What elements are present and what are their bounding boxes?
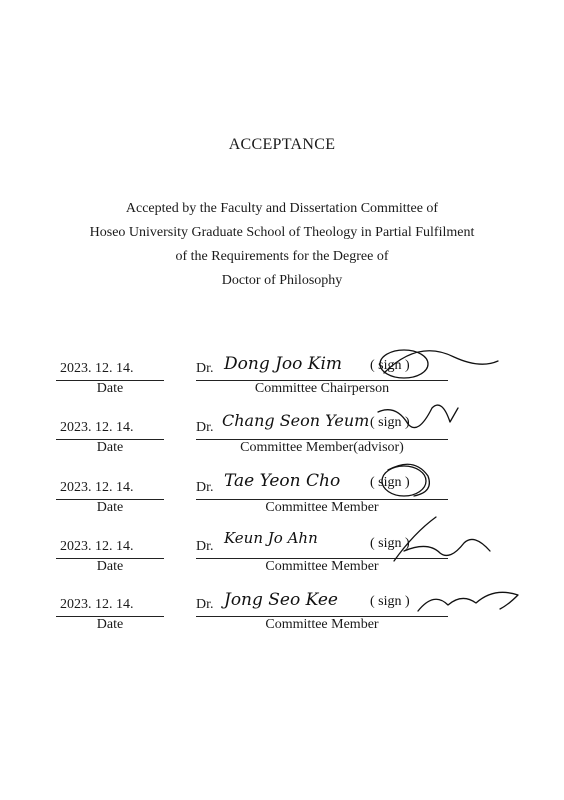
title-prefix: Dr. xyxy=(196,597,214,612)
date-label: Date xyxy=(96,559,124,574)
page-title: ACCEPTANCE xyxy=(228,136,336,153)
title-prefix: Dr. xyxy=(196,480,214,495)
sign-placeholder: ( sign ) xyxy=(370,358,410,373)
date-label: Date xyxy=(96,381,124,396)
signature-date: 2023. 12. 14. xyxy=(60,361,134,376)
statement-line: Accepted by the Faculty and Dissertation Committee of xyxy=(125,201,439,216)
title-prefix: Dr. xyxy=(196,420,214,435)
signature-date: 2023. 12. 14. xyxy=(60,480,134,495)
title-prefix: Dr. xyxy=(196,539,214,554)
committee-role: Committee Member xyxy=(265,617,379,632)
title-prefix: Dr. xyxy=(196,361,214,376)
sign-placeholder: ( sign ) xyxy=(370,475,410,490)
signature-name: Keun Jo Ahn xyxy=(224,529,318,547)
statement-line: Hoseo University Graduate School of Theology in Partial Fulfilment xyxy=(89,225,475,240)
acceptance-statement xyxy=(0,197,564,293)
committee-role: Committee Chairperson xyxy=(254,381,390,396)
sign-placeholder: ( sign ) xyxy=(370,415,410,430)
signature-date: 2023. 12. 14. xyxy=(60,420,134,435)
sign-placeholder: ( sign ) xyxy=(370,536,410,551)
signature-date: 2023. 12. 14. xyxy=(60,597,134,612)
committee-role: Committee Member xyxy=(265,500,379,515)
signature-flourish xyxy=(418,592,518,611)
handwritten-signature xyxy=(218,521,528,573)
signature-name: Chang Seon Yeum xyxy=(222,411,370,430)
handwritten-signature xyxy=(218,402,528,454)
signature-name: Tae Yeon Cho xyxy=(224,471,341,491)
handwritten-signature xyxy=(218,579,528,631)
date-label: Date xyxy=(96,617,124,632)
handwritten-signature xyxy=(218,462,528,514)
signature-name: Dong Joo Kim xyxy=(224,354,343,374)
committee-role: Committee Member xyxy=(265,559,379,574)
sign-placeholder: ( sign ) xyxy=(370,594,410,609)
statement-line: Doctor of Philosophy xyxy=(221,273,343,288)
committee-role: Committee Member(advisor) xyxy=(240,440,404,455)
signature-date: 2023. 12. 14. xyxy=(60,539,134,554)
signature-name: Jong Seo Kee xyxy=(224,590,338,610)
date-label: Date xyxy=(96,440,124,455)
handwritten-signature xyxy=(218,343,528,395)
statement-line: of the Requirements for the Degree of xyxy=(175,249,389,264)
date-label: Date xyxy=(96,500,124,515)
signature-row-member-3 xyxy=(0,590,564,647)
